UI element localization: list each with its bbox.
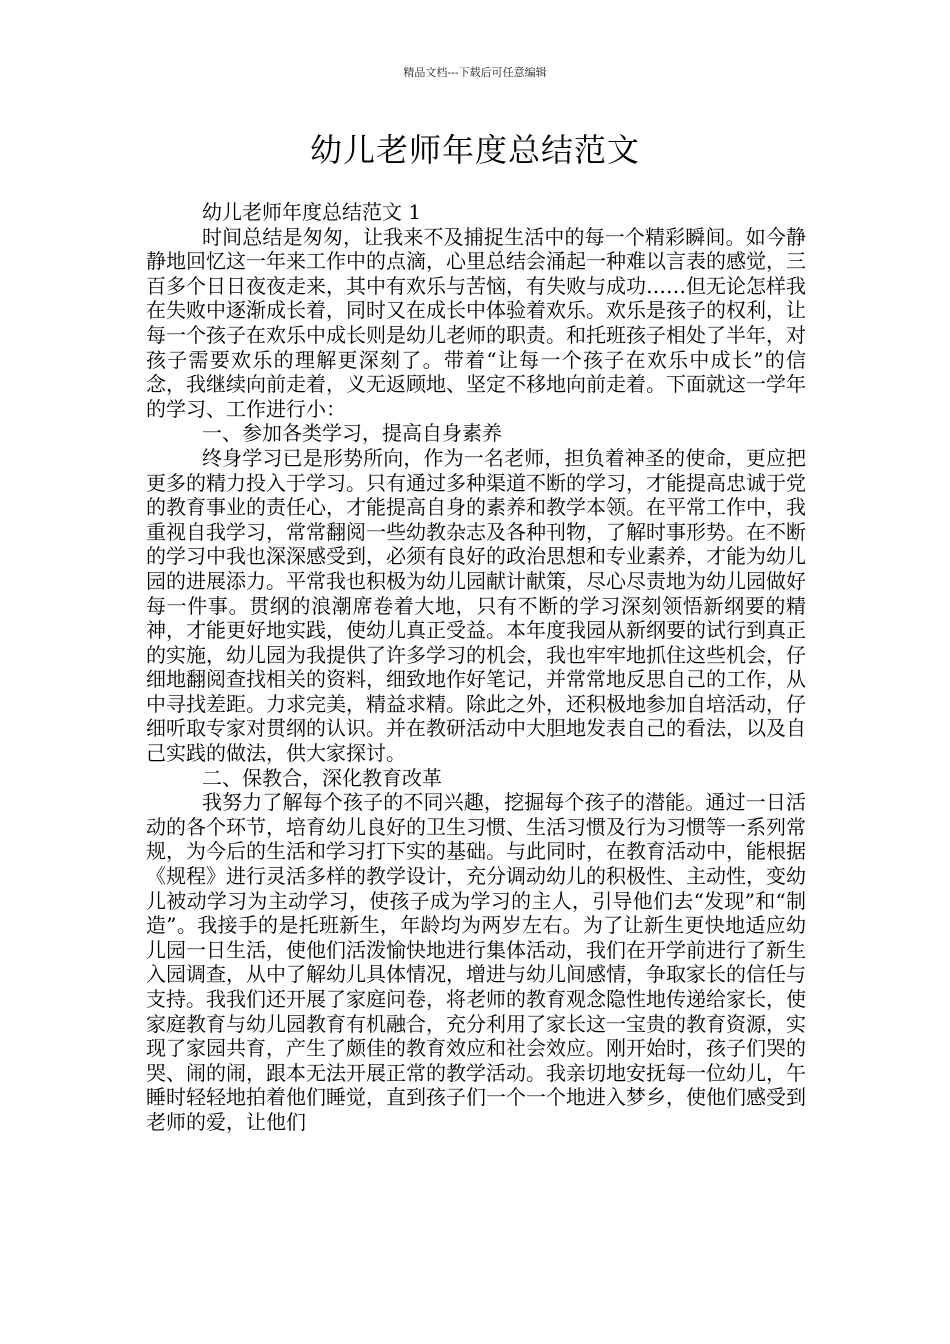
intro-paragraph: 时间总结是匆匆，让我来不及捕捉生活中的每一个精彩瞬间。如今静静地回忆这一年来工作中的点滴，心里总结会涌起一种难以言表的感觉，三百多个日日夜夜走来，其中有欢乐与苦恼，有失败与成功……但无论怎样我在失败中逐渐成长着，同时又在成长中体验着欢乐。欢乐是孩子的权利，让每一个孩子在欢乐中成长则是幼儿老师的职责。和托班孩子相处了半年，对孩子需要欢乐的理解更深刻了。带着“让每一个孩子在欢乐中成长”的信念，我继续向前走着，义无返顾地、坚定不移地向前走着。下面就这一学年的学习、工作进行小： [146,224,806,421]
document-title: 幼儿老师年度总结范文 [309,131,640,169]
section-paragraph-1: 终身学习已是形势所向，作为一名老师，担负着神圣的使命，更应把更多的精力投入于学习。只有通过多种渠道不断的学习，才能提高忠诚于党的教育事业的责任心，才能提高自身的素养和教学本领。在平常工作中，我重视自我学习，常常翻阅一些幼教杂志及各种刊物，了解时事形势。在不断的学习中我也深深感受到，必须有良好的政治思想和专业素养，才能为幼儿园的进展添力。平常我也积极为幼儿园献计献策，尽心尽责地为幼儿园做好每一件事。贯纲的浪潮席卷着大地，只有不断的学习深刻领悟新纲要的精神，才能更好地实践，使幼儿真正受益。本年度我园从新纲要的试行到真正的实施，幼儿园为我提供了许多学习的机会，我也牢牢地抓住这些机会，仔细地翻阅查找相关的资料，细致地作好笔记，并常常地反思自己的工作，从中寻找差距。力求完美，精益求精。除此之外，还积极地参加自培活动，仔细听取专家对贯纲的认识。并在教研活动中大胆地发表自己的看法，以及自己实践的做法，供大家探讨。 [146,445,806,766]
section-paragraph-2: 我努力了解每个孩子的不同兴趣，挖掘每个孩子的潜能。通过一日活动的各个环节，培育幼儿良好的卫生习惯、生活习惯及行为习惯等一系列常规，为今后的生活和学习打下实的基础。与此同时，在教育活动中，能根据《规程》进行灵活多样的教学设计，充分调动幼儿的积极性、主动性，变幼儿被动学习为主动学习，使孩子成为学习的主人，引导他们去“发现”和“制造”。我接手的是托班新生，年龄均为两岁左右。为了让新生更快地适应幼儿园一日生活，使他们活泼愉快地进行集体活动，我们在开学前进行了新生入园调查，从中了解幼儿具体情况，增进与幼儿间感情，争取家长的信任与支持。我我们还开展了家庭问卷，将老师的教育观念隐性地传递给家长，使家庭教育与幼儿园教育有机融合，充分利用了家长这一宝贵的教育资源，实现了家园共育，产生了颇佳的教育效应和社会效应。刚开始时，孩子们哭的哭、闹的闹，跟本无法开展正常的教学活动。我亲切地安抚每一位幼儿，午睡时轻轻地拍着他们睡觉，直到孩子们一个一个地进入梦乡，使他们感受到老师的爱，让他们 [146,790,806,1134]
section-heading-2: 二、保教合，深化教育改革 [202,765,442,790]
page-header-note: 精品文档---下载后可任意编辑 [403,66,547,79]
document-subtitle: 幼儿老师年度总结范文 1 [202,200,422,224]
section-heading-1: 一、参加各类学习，提高自身素养 [202,421,502,446]
document-body [146,200,806,1135]
